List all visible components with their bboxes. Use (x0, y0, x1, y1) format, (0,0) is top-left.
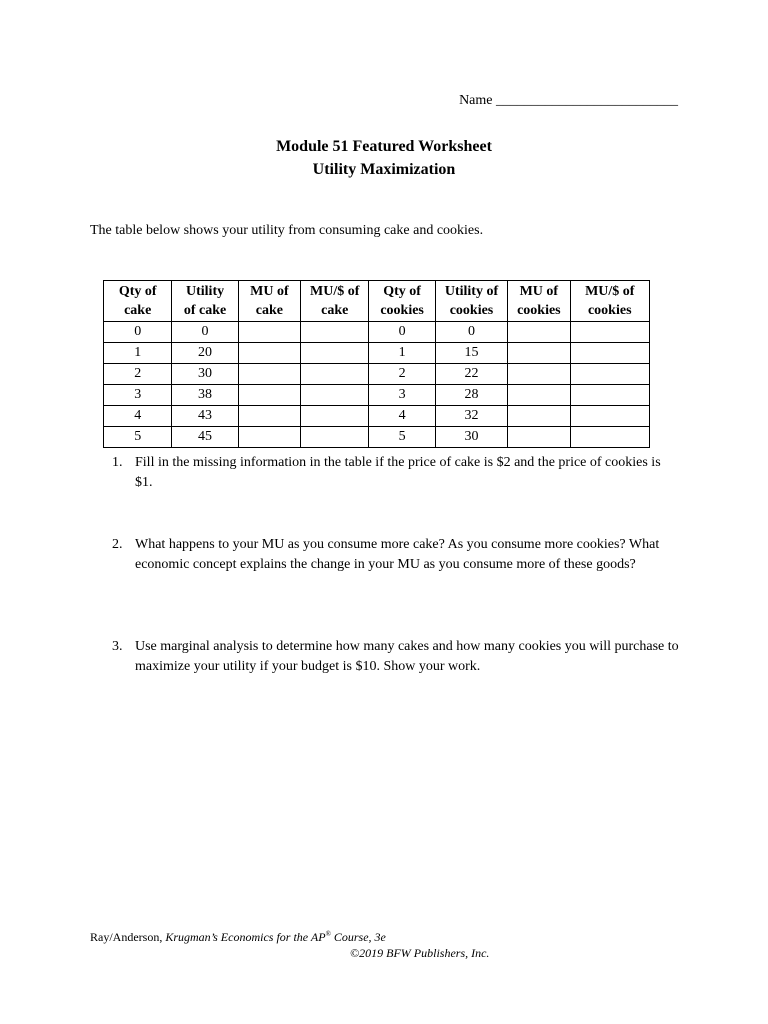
header-qty-cookies: Qty of cookies (369, 281, 435, 322)
header-mu-per-dollar-cake: MU/$ of cake (301, 281, 369, 322)
header-mu-cookies: MU of cookies (508, 281, 570, 322)
footer-authors: Ray/Anderson, (90, 930, 163, 944)
table-cell: 0 (172, 322, 238, 343)
intro-text: The table below shows your utility from consuming cake and cookies. (90, 223, 484, 238)
table-cell: 43 (172, 406, 238, 427)
table-cell: 22 (435, 364, 507, 385)
table-cell (301, 343, 369, 364)
table-cell: 0 (104, 322, 172, 343)
header-mu-cake: MU of cake (238, 281, 300, 322)
table-cell: 32 (435, 406, 507, 427)
table-cell: 5 (104, 427, 172, 448)
table-header-row (104, 281, 650, 322)
table-cell (570, 343, 649, 364)
table-cell (238, 385, 300, 406)
question-text: Fill in the missing information in the table if the price of cake is $2 and the price of cookies is $1. (135, 455, 661, 490)
name-label: Name (459, 93, 493, 108)
name-field-line (459, 93, 678, 109)
table-cell: 3 (104, 385, 172, 406)
table-cell (508, 406, 570, 427)
table-cell (301, 364, 369, 385)
table-cell (301, 406, 369, 427)
title-line-2: Utility Maximization (312, 161, 456, 178)
header-utility-cookies: Utility of cookies (435, 281, 507, 322)
name-blank: __________________________ (496, 93, 678, 108)
table-cell (508, 385, 570, 406)
header-mu-per-dollar-cookies: MU/$ of cookies (570, 281, 649, 322)
question-text: Use marginal analysis to determine how many cakes and how many cookies you will purchase to maximize your utility if your budget is $10. Show your work. (135, 639, 679, 674)
header-qty-cake: Qty of cake (104, 281, 172, 322)
table-cell (508, 343, 570, 364)
table-row (104, 343, 650, 364)
table-row (104, 364, 650, 385)
table-cell: 28 (435, 385, 507, 406)
table-cell: 45 (172, 427, 238, 448)
table-row (104, 385, 650, 406)
table-cell: 0 (435, 322, 507, 343)
table-cell: 30 (172, 364, 238, 385)
table-cell (238, 427, 300, 448)
table-cell: 1 (369, 343, 435, 364)
table-cell: 20 (172, 343, 238, 364)
utility-table (103, 280, 650, 448)
table-cell (301, 385, 369, 406)
table-cell: 1 (104, 343, 172, 364)
table-cell (238, 322, 300, 343)
table-cell: 4 (369, 406, 435, 427)
question-number: 3. (112, 639, 123, 654)
question-number: 2. (112, 537, 123, 552)
registered-mark: ® (325, 930, 331, 938)
table-cell: 3 (369, 385, 435, 406)
question-number: 1. (112, 455, 123, 470)
footer-book-title-end: Course, 3e (330, 930, 386, 944)
table-cell (570, 385, 649, 406)
table-cell: 5 (369, 427, 435, 448)
table-row (104, 406, 650, 427)
table-cell: 15 (435, 343, 507, 364)
table-cell (508, 427, 570, 448)
question-text: What happens to your MU as you consume more cake? As you consume more cookies? What economic concept explains the change in your MU as you consume more of these goods? (135, 537, 660, 572)
header-utility-cake: Utility of cake (172, 281, 238, 322)
table-cell (570, 322, 649, 343)
table-cell (570, 406, 649, 427)
table-cell: 2 (104, 364, 172, 385)
footer-copyright: ©2019 BFW Publishers, Inc. (350, 946, 490, 960)
table-cell (238, 406, 300, 427)
table-cell (508, 364, 570, 385)
title-line-1: Module 51 Featured Worksheet (276, 138, 492, 155)
footer-citation (90, 930, 386, 945)
table-cell: 38 (172, 385, 238, 406)
table-cell (238, 343, 300, 364)
table-cell (301, 427, 369, 448)
worksheet-title (0, 135, 768, 181)
table-cell: 0 (369, 322, 435, 343)
table-cell (508, 322, 570, 343)
footer-book-title: Krugman’s Economics for the AP (165, 930, 326, 944)
table-cell: 4 (104, 406, 172, 427)
table-cell (301, 322, 369, 343)
table-row (104, 322, 650, 343)
table-cell (238, 364, 300, 385)
table-cell: 30 (435, 427, 507, 448)
table-cell (570, 364, 649, 385)
table-cell: 2 (369, 364, 435, 385)
table-row (104, 427, 650, 448)
table-cell (570, 427, 649, 448)
